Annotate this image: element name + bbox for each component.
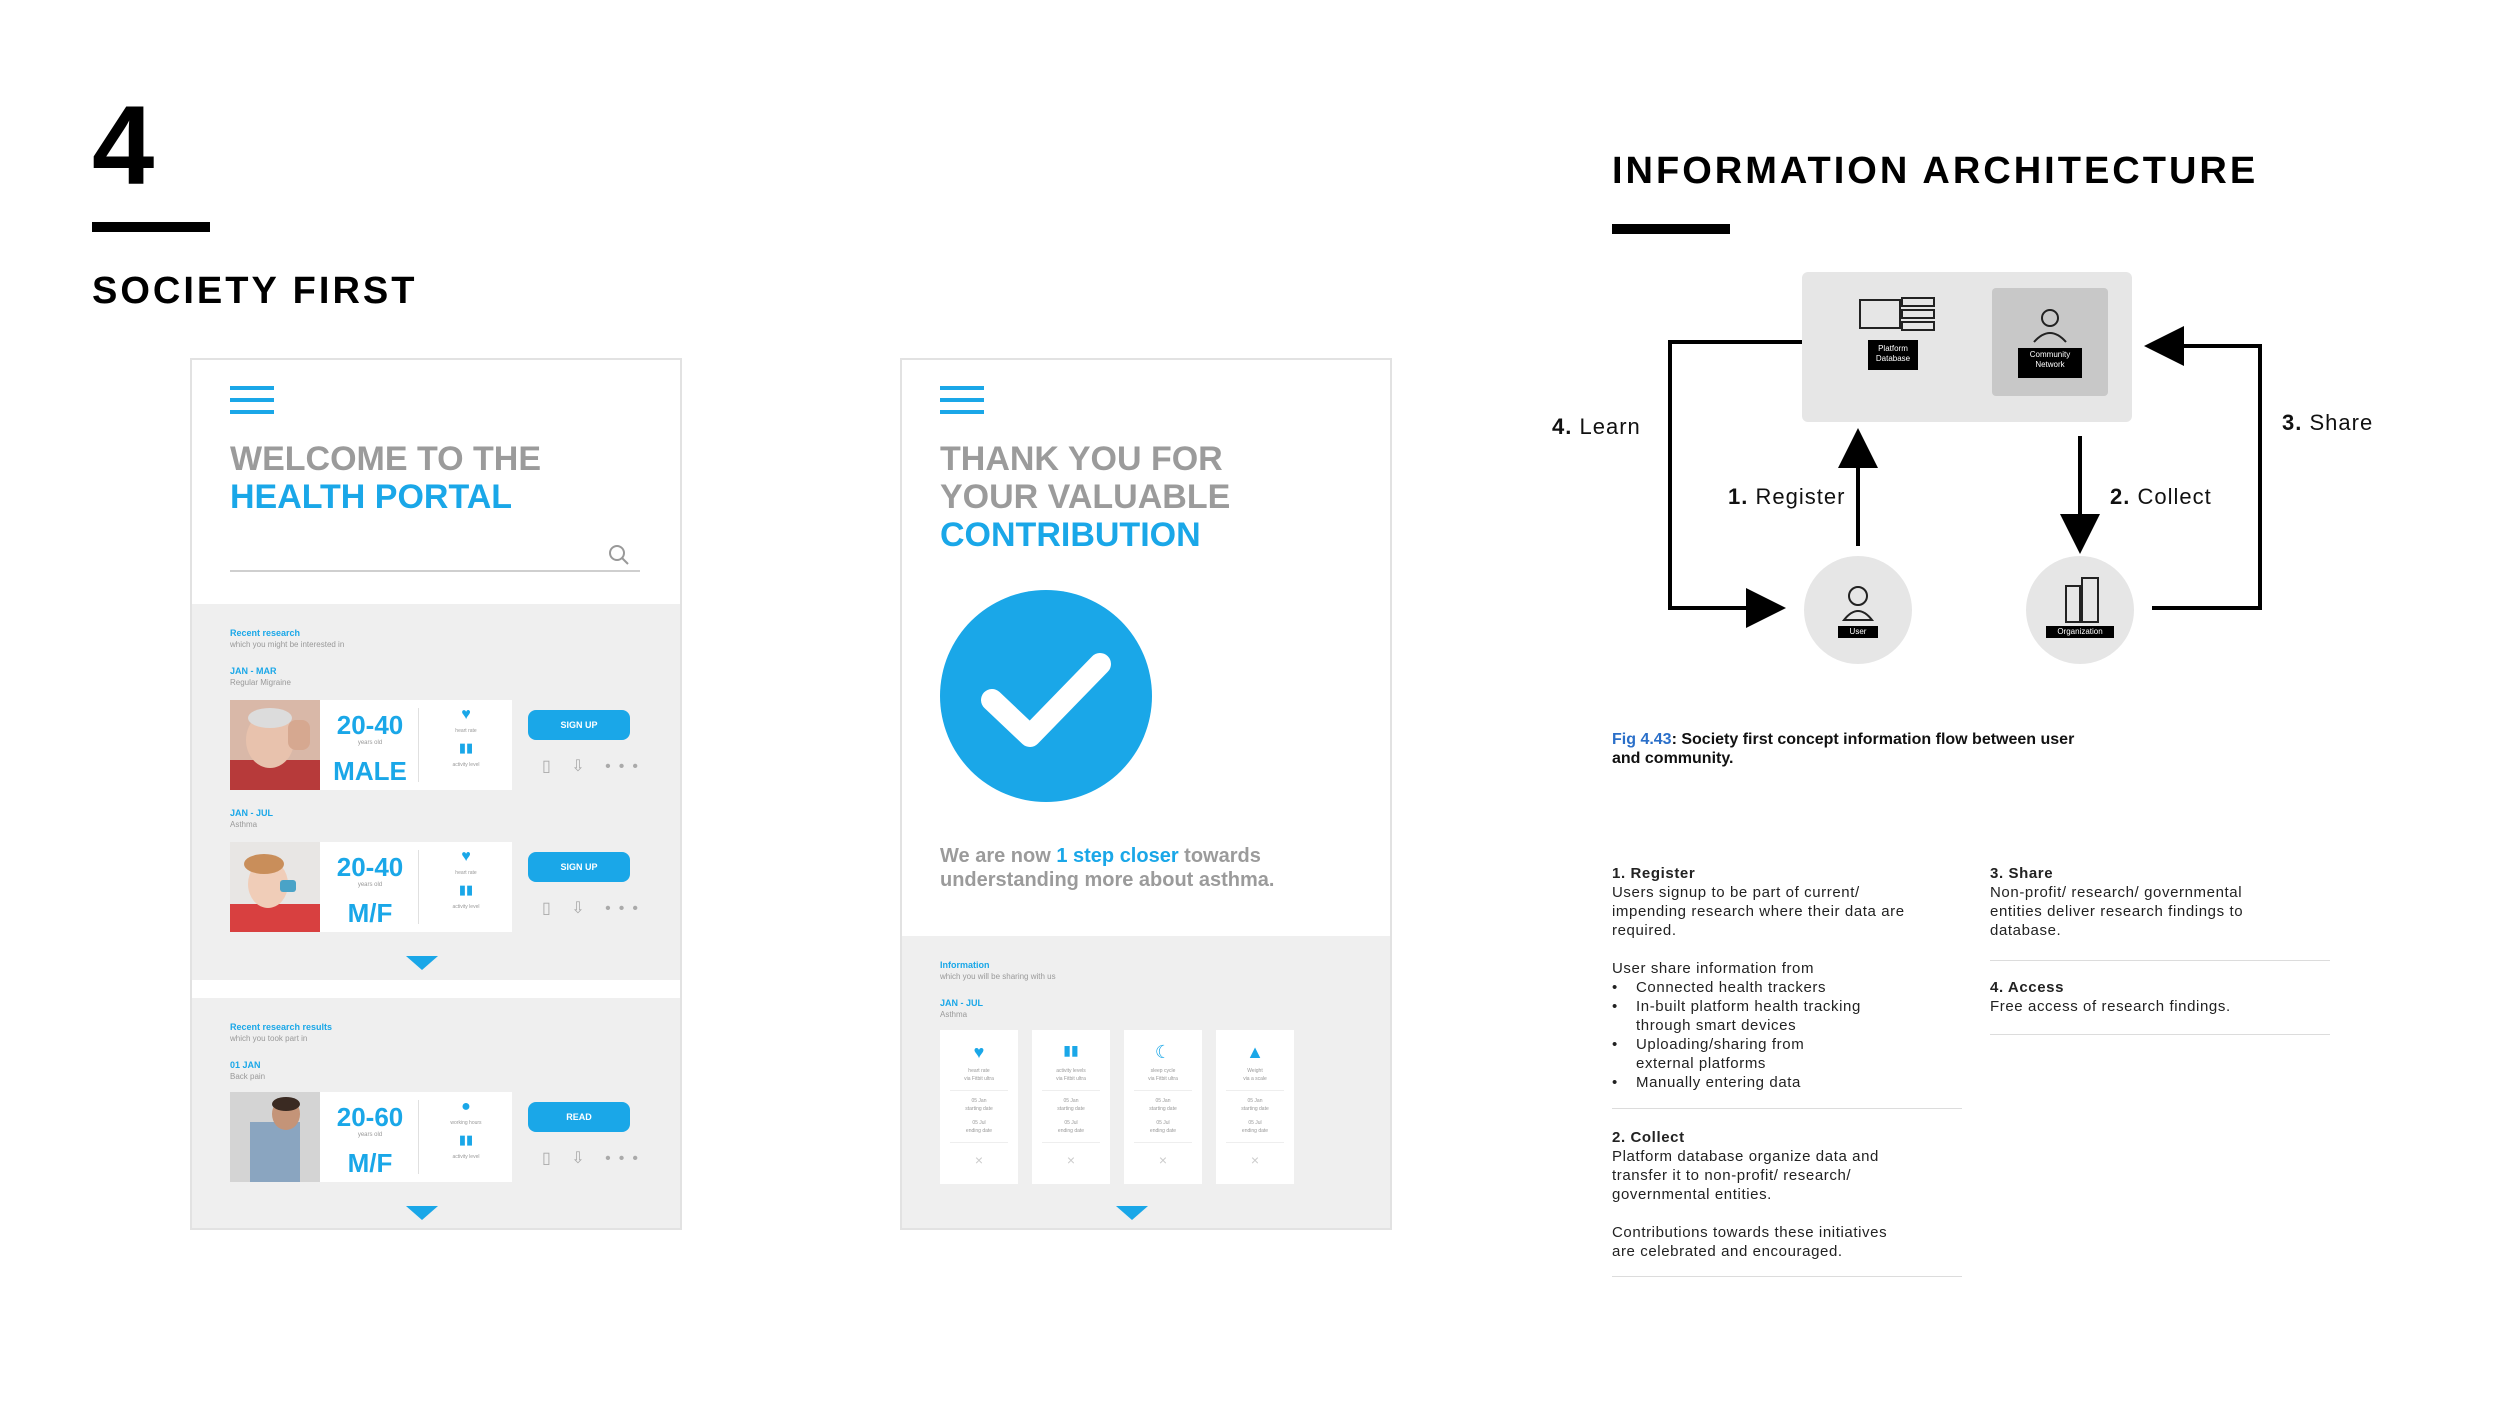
footprints-icon: ▮▮ — [458, 1132, 474, 1147]
platform-db-label-line2: Database — [1875, 354, 1911, 363]
message-suffix: towards — [1178, 845, 1261, 867]
study-topic: Regular Migraine — [230, 678, 291, 687]
remove-icon[interactable]: × — [1066, 1152, 1076, 1168]
register-body-line: Users signup to be part of current/ — [1612, 884, 1860, 901]
recent-research-subheading: which you might be interested in — [230, 640, 345, 649]
community-label-line1: Community — [2029, 350, 2071, 359]
section-title: SOCIETY FIRST — [92, 270, 418, 312]
figure-number: Fig 4.43 — [1612, 731, 1672, 748]
study-card[interactable] — [320, 700, 512, 790]
heart-icon: ♥ — [461, 848, 471, 865]
portal-title — [230, 440, 541, 516]
thank-you-title — [940, 440, 1230, 554]
study-card[interactable] — [320, 842, 512, 932]
card-label: Weight — [1247, 1068, 1263, 1074]
working-hours-label: working hours — [450, 1120, 482, 1126]
card-source: via Fitbit ultra — [1056, 1076, 1086, 1082]
card-start-label: starting date — [1241, 1106, 1269, 1112]
sign-up-button[interactable]: SIGN UP — [528, 852, 630, 882]
footprints-icon: ▮▮ — [458, 882, 474, 897]
register-description — [1612, 864, 1962, 1092]
card-end: 05 Jul — [972, 1120, 986, 1126]
study-photo-migraine — [230, 700, 320, 790]
learn-arrow — [1670, 342, 1802, 608]
ia-divider — [1612, 224, 1730, 234]
thank-you-title-line3: CONTRIBUTION — [940, 516, 1201, 554]
list-item — [1612, 1035, 1962, 1073]
moon-icon: ☾ — [1154, 1042, 1172, 1062]
learn-number: 4. — [1552, 414, 1573, 439]
card-label: activity levels — [1056, 1068, 1086, 1074]
study-gender: MALE — [333, 756, 407, 786]
register-text: Register — [1755, 484, 1846, 509]
share-description — [1990, 864, 2330, 940]
phone-mockup-health-portal — [190, 358, 682, 1230]
card-start-label: starting date — [965, 1106, 993, 1112]
register-body-line: required. — [1612, 922, 1677, 939]
study-age-range: 20-40 — [336, 710, 404, 740]
card-start: 05 Jan — [1247, 1098, 1263, 1104]
community-label-line2: Network — [2035, 360, 2065, 369]
results-subheading: which you took part in — [230, 1034, 308, 1043]
card-label: sleep cycle — [1150, 1068, 1176, 1074]
card-start-label: starting date — [1057, 1106, 1085, 1112]
collect-body-line: governmental entities. — [1612, 1186, 1772, 1203]
card-start: 05 Jan — [1155, 1098, 1171, 1104]
bookmark-download-more-icons[interactable]: ▯ ⇩ ••• — [542, 758, 646, 775]
collect-text: Collect — [2137, 484, 2212, 509]
heart-icon: ♥ — [461, 706, 471, 723]
activity-level-label: activity level — [452, 762, 480, 768]
thank-you-message — [940, 844, 1274, 892]
menu-icon[interactable] — [940, 386, 984, 416]
info-subheading: which you will be sharing with us — [940, 972, 1056, 981]
learn-text: Learn — [1579, 414, 1641, 439]
card-end-label: ending date — [1057, 1128, 1085, 1134]
section-number: 4 — [92, 83, 155, 208]
study-age-unit: years old — [357, 740, 383, 746]
expand-down-icon[interactable] — [406, 956, 438, 970]
info-flow-diagram — [1500, 260, 2400, 680]
collect-flow-label — [2110, 484, 2212, 510]
study-topic: Asthma — [230, 820, 258, 829]
result-gender: M/F — [347, 1148, 393, 1178]
card-end: 05 Jul — [1248, 1120, 1262, 1126]
list-item — [1612, 997, 1962, 1035]
list-item-text: external platforms — [1636, 1055, 1767, 1072]
info-heading: Information — [940, 960, 990, 970]
remove-icon[interactable]: × — [1250, 1152, 1260, 1168]
study-age-unit: years old — [357, 882, 383, 888]
expand-down-icon[interactable] — [406, 1206, 438, 1220]
share-flow-label — [2282, 410, 2373, 436]
platform-db-label-line1: Platform — [1878, 344, 1908, 353]
study-photo-asthma — [230, 842, 320, 932]
activity-level-label: activity level — [452, 1154, 480, 1160]
data-card-sleep[interactable] — [1124, 1030, 1202, 1184]
caption-text: : Society first concept information flow between user — [1671, 731, 2075, 748]
card-source: via Fitbit ultra — [1148, 1076, 1178, 1082]
message-highlight: 1 step closer — [1056, 845, 1179, 867]
info-topic: Asthma — [940, 1010, 968, 1019]
portal-title-line1: WELCOME TO THE — [230, 440, 542, 478]
search-icon[interactable] — [608, 544, 630, 566]
card-end-label: ending date — [965, 1128, 993, 1134]
organization-label: Organization — [2057, 627, 2103, 636]
section-divider — [92, 222, 210, 232]
results-heading: Recent research results — [230, 1022, 333, 1032]
card-end-label: ending date — [1241, 1128, 1269, 1134]
result-photo-back-pain — [230, 1092, 320, 1182]
remove-icon[interactable]: × — [974, 1152, 984, 1168]
divider — [1990, 1034, 2330, 1035]
user-label: User — [1849, 627, 1867, 636]
divider — [1612, 1108, 1962, 1109]
data-card-weight[interactable] — [1216, 1030, 1294, 1184]
list-item-text: • Manually entering data — [1636, 1074, 1801, 1091]
list-item-text: • Uploading/sharing from — [1636, 1036, 1805, 1053]
list-item — [1612, 978, 1962, 997]
bookmark-download-more-icons[interactable]: ▯ ⇩ ••• — [542, 900, 646, 917]
collect-extra-line: are celebrated and encouraged. — [1612, 1243, 1843, 1260]
bookmark-download-more-icons[interactable]: ▯ ⇩ ••• — [542, 1150, 646, 1167]
study-dates: JAN - MAR — [230, 666, 277, 676]
more-icon[interactable]: ••• — [605, 758, 646, 775]
share-arrow — [2152, 346, 2260, 608]
heart-icon: ♥ — [973, 1042, 985, 1062]
list-item-text: • Connected health trackers — [1636, 979, 1827, 996]
divider — [1612, 1276, 1962, 1277]
result-age-unit: years old — [357, 1132, 383, 1138]
result-card[interactable] — [320, 1092, 512, 1182]
community-network-node — [1992, 288, 2108, 396]
platform-db-label — [1868, 344, 1918, 364]
register-number: 1. — [1728, 484, 1749, 509]
collect-extra-line: Contributions towards these initiatives — [1612, 1224, 1888, 1241]
result-dates: 01 JAN — [230, 1060, 261, 1070]
activity-level-label: activity level — [452, 904, 480, 910]
share-text: Share — [2309, 410, 2374, 435]
share-body-line: database. — [1990, 922, 2062, 939]
register-body-line: impending research where their data are — [1612, 903, 1905, 920]
study-gender: M/F — [347, 898, 393, 928]
weight-icon: ▲ — [1246, 1042, 1264, 1062]
list-item-text: through smart devices — [1636, 1017, 1797, 1034]
footprints-icon: ▮▮ — [1063, 1042, 1079, 1058]
card-label: heart rate — [968, 1068, 990, 1074]
search-input[interactable] — [230, 570, 640, 572]
share-body-line: Non-profit/ research/ governmental — [1990, 884, 2243, 901]
remove-icon[interactable]: × — [1158, 1152, 1168, 1168]
data-card-heart-rate[interactable] — [940, 1030, 1018, 1184]
caption-line2: and community. — [1612, 750, 1734, 767]
share-number: 3. — [2282, 410, 2303, 435]
card-end: 05 Jul — [1064, 1120, 1078, 1126]
more-icon[interactable]: ••• — [605, 1150, 646, 1167]
card-start-label: starting date — [1149, 1106, 1177, 1112]
card-source: via a scale — [1243, 1076, 1267, 1082]
read-button[interactable]: READ — [528, 1102, 630, 1132]
message-line2: understanding more about asthma. — [940, 869, 1275, 891]
sign-up-button[interactable]: SIGN UP — [528, 710, 630, 740]
heart-rate-label: heart rate — [455, 870, 477, 876]
figure-caption — [1612, 730, 2212, 768]
divider — [1990, 960, 2330, 961]
footprints-icon: ▮▮ — [458, 740, 474, 755]
result-topic: Back pain — [230, 1072, 266, 1081]
study-age-range: 20-40 — [336, 852, 404, 882]
share-intro: User share information from — [1612, 960, 1815, 977]
card-start: 05 Jan — [971, 1098, 987, 1104]
clock-icon: ● — [461, 1098, 471, 1115]
info-dates: JAN - JUL — [940, 998, 984, 1008]
access-heading: 4. Access — [1990, 979, 2065, 996]
card-end-label: ending date — [1149, 1128, 1177, 1134]
ia-title: INFORMATION ARCHITECTURE — [1612, 150, 2259, 192]
collect-description — [1612, 1128, 1962, 1261]
card-end: 05 Jul — [1156, 1120, 1170, 1126]
card-source: via Fitbit ultra — [964, 1076, 994, 1082]
share-source-list — [1612, 978, 1962, 1092]
checkmark-icon — [940, 590, 1152, 802]
access-description — [1990, 978, 2330, 1016]
collect-heading: 2. Collect — [1612, 1129, 1685, 1146]
message-prefix: We are now — [940, 845, 1057, 867]
list-item — [1612, 1073, 1962, 1092]
thank-you-title-line2: YOUR VALUABLE — [940, 478, 1231, 516]
menu-icon[interactable] — [230, 386, 274, 416]
study-dates: JAN - JUL — [230, 808, 274, 818]
result-age-range: 20-60 — [336, 1102, 404, 1132]
data-card-activity[interactable] — [1032, 1030, 1110, 1184]
card-start: 05 Jan — [1063, 1098, 1079, 1104]
register-flow-label — [1728, 484, 1845, 510]
more-icon[interactable]: ••• — [605, 900, 646, 917]
share-heading: 3. Share — [1990, 865, 2054, 882]
list-item-text: • In-built platform health tracking — [1636, 998, 1861, 1015]
learn-flow-label — [1552, 414, 1641, 440]
register-heading: 1. Register — [1612, 865, 1696, 882]
collect-number: 2. — [2110, 484, 2131, 509]
collect-body-line: transfer it to non-profit/ research/ — [1612, 1167, 1852, 1184]
portal-title-line2: HEALTH PORTAL — [230, 478, 513, 516]
expand-down-icon[interactable] — [1116, 1206, 1148, 1220]
access-body-line: Free access of research findings. — [1990, 998, 2231, 1015]
collect-body-line: Platform database organize data and — [1612, 1148, 1879, 1165]
phone-mockup-thank-you — [900, 358, 1392, 1230]
share-body-line: entities deliver research findings to — [1990, 903, 2244, 920]
recent-research-heading: Recent research — [230, 628, 301, 638]
heart-rate-label: heart rate — [455, 728, 477, 734]
community-network-label — [2018, 350, 2082, 370]
thank-you-title-line1: THANK YOU FOR — [940, 440, 1223, 478]
